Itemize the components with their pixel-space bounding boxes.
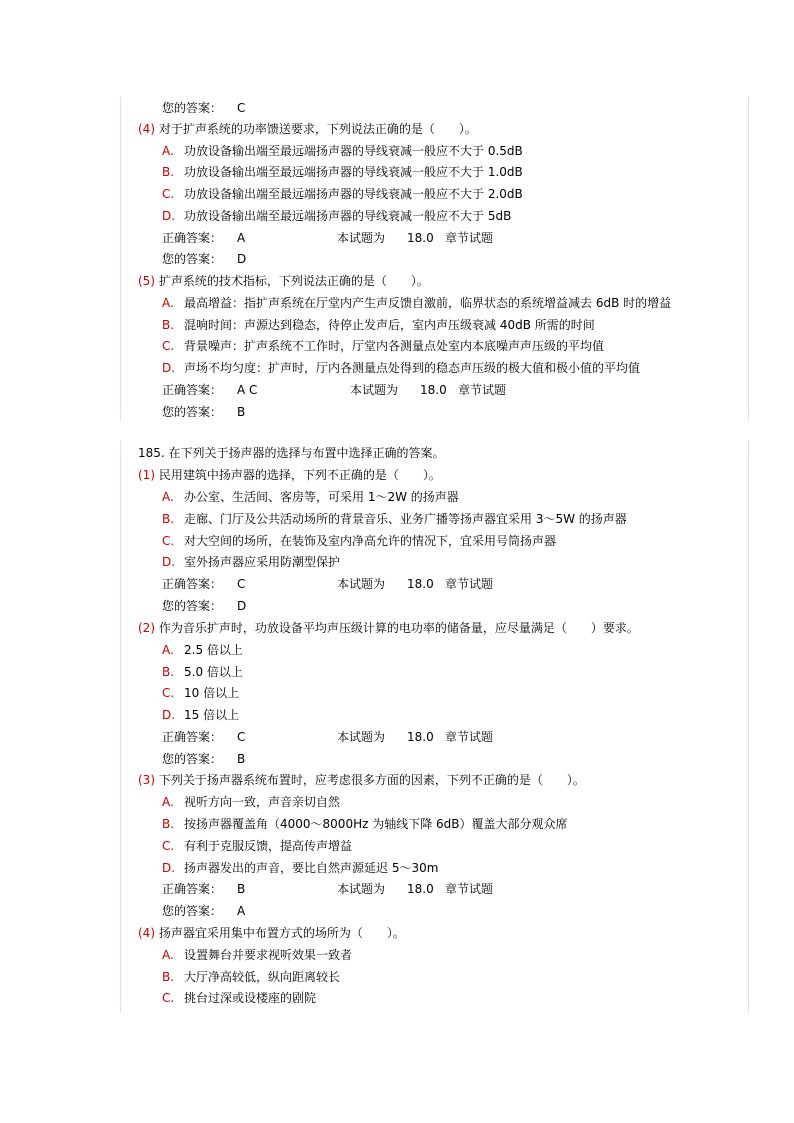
your-answer-row (162, 100, 245, 116)
chapter-label: 章节试题 (445, 730, 494, 744)
your-answer-label: 您的答案： (162, 599, 223, 613)
option-d[interactable] (162, 360, 640, 376)
question-number: (2) (138, 621, 155, 635)
option-a[interactable] (162, 489, 459, 505)
question-text: 扬声器宜采用集中布置方式的场所为（ ）。 (158, 926, 405, 940)
question-title (138, 121, 477, 137)
your-answer-label: 您的答案： (162, 405, 223, 419)
option-text: 混响时间：声源达到稳态，待停止发声后，室内声压级衰减 40dB 所需的时间 (184, 318, 595, 332)
option-text: 功放设备输出端至最远端扬声器的导线衰减一般应不大于 1.0dB (184, 165, 523, 179)
option-text: 有利于克服反馈，提高传声增益 (184, 839, 353, 853)
option-text: 背景噪声：扩声系统不工作时，厅堂内各测量点处室内本底噪声声压级的平均值 (184, 339, 605, 353)
option-c[interactable] (162, 533, 556, 549)
block-right-border (748, 96, 749, 421)
option-d[interactable] (162, 707, 239, 723)
question-number: (3) (138, 773, 155, 787)
option-letter: B. (162, 165, 175, 179)
question-text: 作为音乐扩声时，功放设备平均声压级计算的电功率的储备量，应尽量满足（ ）要求。 (158, 621, 639, 635)
correct-answer-value: A C (237, 383, 258, 397)
option-letter: A. (162, 948, 174, 962)
score-label: 本试题为 (350, 383, 399, 397)
correct-answer-label: 正确答案： (162, 231, 223, 245)
question-number: (4) (138, 926, 155, 940)
score-label: 本试题为 (337, 882, 386, 896)
option-d[interactable] (162, 208, 511, 224)
section-heading: 185. 在下列关于扬声器的选择与布置中选择正确的答案。 (138, 446, 445, 460)
correct-answer-row (162, 230, 493, 246)
option-letter: C. (162, 534, 175, 548)
your-answer-value: A (237, 904, 246, 918)
your-answer-label: 您的答案： (162, 752, 223, 766)
option-letter: A. (162, 795, 174, 809)
option-letter: C. (162, 339, 175, 353)
option-letter: D. (162, 708, 176, 722)
correct-answer-label: 正确答案： (162, 730, 223, 744)
correct-answer-value: C (237, 730, 246, 744)
option-letter: B. (162, 318, 175, 332)
question-block-1 (120, 96, 749, 421)
your-answer-value: C (237, 101, 246, 115)
option-d[interactable] (162, 554, 340, 570)
correct-answer-label: 正确答案： (162, 577, 223, 591)
option-text: 5.0 倍以上 (184, 665, 243, 679)
question-number: (4) (138, 122, 155, 136)
your-answer-value: B (237, 405, 246, 419)
chapter-label: 章节试题 (458, 383, 507, 397)
option-c[interactable] (162, 338, 604, 354)
option-letter: C. (162, 686, 175, 700)
block-left-border (120, 440, 121, 1012)
option-a[interactable] (162, 947, 352, 963)
option-text: 办公室、生活间、客房等，可采用 1～2W 的扬声器 (184, 490, 459, 504)
question-title (138, 467, 441, 483)
correct-answer-row (162, 729, 493, 745)
option-letter: B. (162, 665, 175, 679)
option-b[interactable] (162, 664, 243, 680)
question-text: 下列关于扬声器系统布置时，应考虑很多方面的因素，下列不正确的是（ ）。 (158, 773, 585, 787)
option-text: 15 倍以上 (184, 708, 240, 722)
question-title (138, 620, 639, 636)
question-text: 对于扩声系统的功率馈送要求，下列说法正确的是（ ）。 (158, 122, 477, 136)
option-b[interactable] (162, 317, 595, 333)
option-c[interactable] (162, 990, 316, 1006)
option-text: 功放设备输出端至最远端扬声器的导线衰减一般应不大于 0.5dB (184, 144, 523, 158)
question-title (138, 925, 405, 941)
option-letter: D. (162, 861, 176, 875)
option-text: 声场不均匀度：扩声时，厅内各测量点处得到的稳态声压级的极大值和极小值的平均值 (184, 361, 641, 375)
option-letter: D. (162, 555, 176, 569)
question-title (138, 273, 429, 289)
correct-answer-label: 正确答案： (162, 383, 223, 397)
your-answer-label: 您的答案： (162, 101, 223, 115)
question-title (138, 772, 585, 788)
option-letter: A. (162, 643, 174, 657)
option-letter: A. (162, 144, 174, 158)
correct-answer-value: C (237, 577, 246, 591)
option-d[interactable] (162, 860, 438, 876)
option-c[interactable] (162, 838, 352, 854)
option-b[interactable] (162, 511, 627, 527)
option-text: 挑台过深或设楼座的剧院 (184, 991, 317, 1005)
correct-answer-row (162, 382, 506, 398)
score-value: 18.0 (407, 730, 434, 744)
your-answer-value: D (237, 252, 247, 266)
option-letter: C. (162, 839, 175, 853)
option-text: 扬声器发出的声音，要比自然声源延迟 5～30m (184, 861, 439, 875)
option-b[interactable] (162, 969, 340, 985)
your-answer-value: B (237, 752, 246, 766)
option-letter: C. (162, 187, 175, 201)
your-answer-value: D (237, 599, 247, 613)
score-label: 本试题为 (337, 231, 386, 245)
score-value: 18.0 (407, 577, 434, 591)
question-number: (1) (138, 468, 155, 482)
your-answer-row (162, 903, 245, 919)
correct-answer-label: 正确答案： (162, 882, 223, 896)
score-value: 18.0 (407, 882, 434, 896)
option-text: 10 倍以上 (184, 686, 240, 700)
your-answer-row (162, 251, 246, 267)
option-text: 对大空间的场所，在装饰及室内净高允许的情况下，宜采用号筒扬声器 (184, 534, 557, 548)
option-text: 按扬声器覆盖角（4000～8000Hz 为轴线下降 6dB）覆盖大部分观众席 (184, 817, 568, 831)
option-c[interactable] (162, 685, 239, 701)
option-letter: A. (162, 490, 174, 504)
option-letter: D. (162, 209, 176, 223)
correct-answer-row (162, 881, 493, 897)
block-right-border (748, 440, 749, 1012)
correct-answer-value: B (237, 882, 246, 896)
option-text: 功放设备输出端至最远端扬声器的导线衰减一般应不大于 5dB (184, 209, 512, 223)
option-a[interactable] (162, 642, 243, 658)
option-c[interactable] (162, 186, 523, 202)
option-letter: C. (162, 991, 175, 1005)
your-answer-row (162, 598, 246, 614)
option-letter: A. (162, 296, 174, 310)
question-number: (5) (138, 274, 155, 288)
option-text: 室外扬声器应采用防潮型保护 (184, 555, 341, 569)
score-value: 18.0 (407, 231, 434, 245)
correct-answer-value: A (237, 231, 246, 245)
option-letter: B. (162, 512, 175, 526)
option-text: 设置舞台并要求视听效果一致者 (184, 948, 353, 962)
option-text: 大厅净高较低，纵向距离较长 (184, 970, 341, 984)
option-text: 最高增益：指扩声系统在厅堂内产生声反馈自激前，临界状态的系统增益减去 6dB 时的增益 (184, 296, 672, 310)
option-text: 功放设备输出端至最远端扬声器的导线衰减一般应不大于 2.0dB (184, 187, 523, 201)
option-text: 走廊、门厅及公共活动场所的背景音乐、业务广播等扬声器宜采用 3～5W 的扬声器 (184, 512, 627, 526)
option-text: 视听方向一致，声音亲切自然 (184, 795, 341, 809)
question-text: 民用建筑中扬声器的选择，下列不正确的是（ ）。 (158, 468, 441, 482)
chapter-label: 章节试题 (445, 231, 494, 245)
chapter-label: 章节试题 (445, 882, 494, 896)
option-letter: B. (162, 817, 175, 831)
option-text: 2.5 倍以上 (184, 643, 243, 657)
option-b[interactable] (162, 816, 568, 832)
your-answer-label: 您的答案： (162, 252, 223, 266)
your-answer-row (162, 404, 245, 420)
chapter-label: 章节试题 (445, 577, 494, 591)
option-letter: D. (162, 361, 176, 375)
your-answer-label: 您的答案： (162, 904, 223, 918)
your-answer-row (162, 751, 245, 767)
option-a[interactable] (162, 295, 671, 311)
option-a[interactable] (162, 143, 523, 159)
question-block-185 (120, 440, 749, 1012)
score-label: 本试题为 (337, 730, 386, 744)
option-a[interactable] (162, 794, 340, 810)
option-letter: B. (162, 970, 175, 984)
score-label: 本试题为 (337, 577, 386, 591)
question-text: 扩声系统的技术指标，下列说法正确的是（ ）。 (158, 274, 429, 288)
block-left-border (120, 96, 121, 421)
option-b[interactable] (162, 164, 523, 180)
correct-answer-row (162, 576, 493, 592)
score-value: 18.0 (420, 383, 447, 397)
